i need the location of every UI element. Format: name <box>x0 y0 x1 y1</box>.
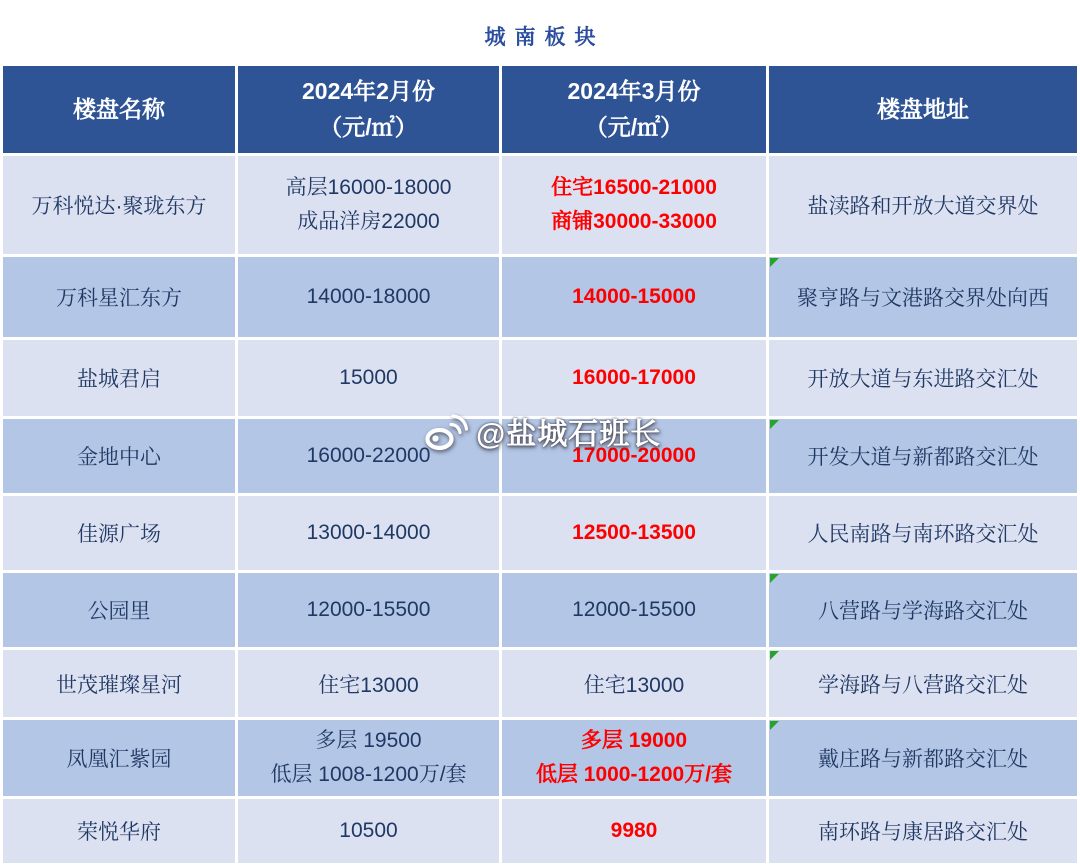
price-text: 住宅13000 <box>318 673 419 697</box>
property-name: 公园里 <box>87 600 151 624</box>
property-name-cell <box>3 156 235 254</box>
property-name: 盐城君启 <box>77 367 161 391</box>
property-name-cell <box>3 573 235 647</box>
green-corner-flag-icon <box>770 420 779 429</box>
property-name: 荣悦华府 <box>77 821 161 845</box>
header-unit-label: （元/㎡） <box>584 113 684 140</box>
address-cell <box>769 257 1077 337</box>
mar-price-cell <box>502 650 766 717</box>
price-text: 12000-15500 <box>572 598 696 622</box>
address-text: 开发大道与新都路交汇处 <box>807 446 1039 470</box>
price-text: 多层 19500 <box>315 729 422 753</box>
price-text: 低层 1000-1200万/套 <box>535 763 733 787</box>
address-cell <box>769 496 1077 570</box>
header-mar-price <box>502 66 766 153</box>
header-property-name <box>3 66 235 153</box>
price-text: 多层 19000 <box>580 729 688 753</box>
mar-price-cell <box>502 419 766 493</box>
feb-price-cell <box>238 496 499 570</box>
property-name: 凤凰汇紫园 <box>66 748 172 772</box>
mar-price-cell <box>502 720 766 796</box>
property-name-cell <box>3 257 235 337</box>
address-text: 开放大道与东进路交汇处 <box>807 367 1039 391</box>
price-text: 9980 <box>610 819 658 843</box>
address-cell <box>769 573 1077 647</box>
header-label: 楼盘名称 <box>73 95 165 122</box>
price-text: 住宅13000 <box>583 673 685 697</box>
green-corner-flag-icon <box>770 258 779 267</box>
address-text: 盐渎路和开放大道交界处 <box>807 194 1039 218</box>
table-row <box>3 720 1077 796</box>
property-name-cell <box>3 496 235 570</box>
price-text: 低层 1008-1200万/套 <box>270 763 467 787</box>
mar-price-cell <box>502 573 766 647</box>
table-row <box>3 419 1077 493</box>
address-cell <box>769 799 1077 863</box>
table-row <box>3 257 1077 337</box>
mar-price-cell <box>502 799 766 863</box>
header-unit-label: （元/㎡） <box>319 113 418 140</box>
property-name-cell <box>3 720 235 796</box>
property-name: 世茂璀璨星河 <box>56 673 182 697</box>
table-row <box>3 340 1077 416</box>
feb-price-cell <box>238 720 499 796</box>
mar-price-cell <box>502 156 766 254</box>
header-label: 2024年3月份 <box>567 77 701 104</box>
price-text: 14000-15000 <box>572 284 696 308</box>
feb-price-cell <box>238 573 499 647</box>
address-cell <box>769 340 1077 416</box>
green-corner-flag-icon <box>770 574 779 583</box>
feb-price-cell <box>238 257 499 337</box>
price-table <box>0 63 1080 866</box>
property-name: 万科星汇东方 <box>56 286 182 310</box>
price-text: 16000-17000 <box>572 365 696 389</box>
price-text: 高层16000-18000 <box>285 176 452 200</box>
address-text: 学海路与八营路交汇处 <box>818 673 1028 697</box>
mar-price-cell <box>502 257 766 337</box>
page-title: 城南板块 <box>484 26 605 49</box>
header-address <box>769 66 1077 153</box>
feb-price-cell <box>238 799 499 863</box>
price-text: 16000-22000 <box>306 444 431 468</box>
table-row <box>3 650 1077 717</box>
table-row <box>3 496 1077 570</box>
feb-price-cell <box>238 419 499 493</box>
price-text: 15000 <box>339 365 398 389</box>
price-text: 10500 <box>339 819 398 843</box>
feb-price-cell <box>238 156 499 254</box>
header-label: 2024年2月份 <box>302 77 435 104</box>
table-row <box>3 573 1077 647</box>
feb-price-cell <box>238 340 499 416</box>
address-cell <box>769 419 1077 493</box>
address-text: 八营路与学海路交汇处 <box>818 600 1028 624</box>
price-text: 17000-20000 <box>572 444 696 468</box>
price-text: 12000-15500 <box>306 598 431 622</box>
green-corner-flag-icon <box>770 721 779 730</box>
address-cell <box>769 156 1077 254</box>
table-header-row <box>3 66 1077 153</box>
address-text: 戴庄路与新都路交汇处 <box>818 748 1028 772</box>
address-text: 人民南路与南环路交汇处 <box>807 523 1039 547</box>
header-feb-price <box>238 66 499 153</box>
price-text: 住宅16500-21000 <box>551 176 717 200</box>
property-name-cell <box>3 650 235 717</box>
price-text: 商铺30000-33000 <box>551 209 717 233</box>
property-name: 佳源广场 <box>77 523 161 547</box>
address-cell <box>769 650 1077 717</box>
property-name-cell <box>3 340 235 416</box>
property-name-cell <box>3 419 235 493</box>
price-text: 12500-13500 <box>572 521 696 545</box>
mar-price-cell <box>502 496 766 570</box>
watermark-handle: @盐城石班长 <box>476 418 662 451</box>
address-cell <box>769 720 1077 796</box>
price-text: 13000-14000 <box>306 521 431 545</box>
property-name: 金地中心 <box>77 446 161 470</box>
table-row <box>3 156 1077 254</box>
property-name-cell <box>3 799 235 863</box>
green-corner-flag-icon <box>770 651 779 660</box>
header-label: 楼盘地址 <box>877 95 969 122</box>
address-text: 聚亨路与文港路交界处向西 <box>797 286 1049 310</box>
feb-price-cell <box>238 650 499 717</box>
property-name: 万科悦达·聚珑东方 <box>31 194 207 218</box>
table-row <box>3 799 1077 863</box>
price-text: 14000-18000 <box>306 284 431 308</box>
price-text: 成品洋房22000 <box>297 209 440 233</box>
mar-price-cell <box>502 340 766 416</box>
address-text: 南环路与康居路交汇处 <box>818 821 1028 845</box>
